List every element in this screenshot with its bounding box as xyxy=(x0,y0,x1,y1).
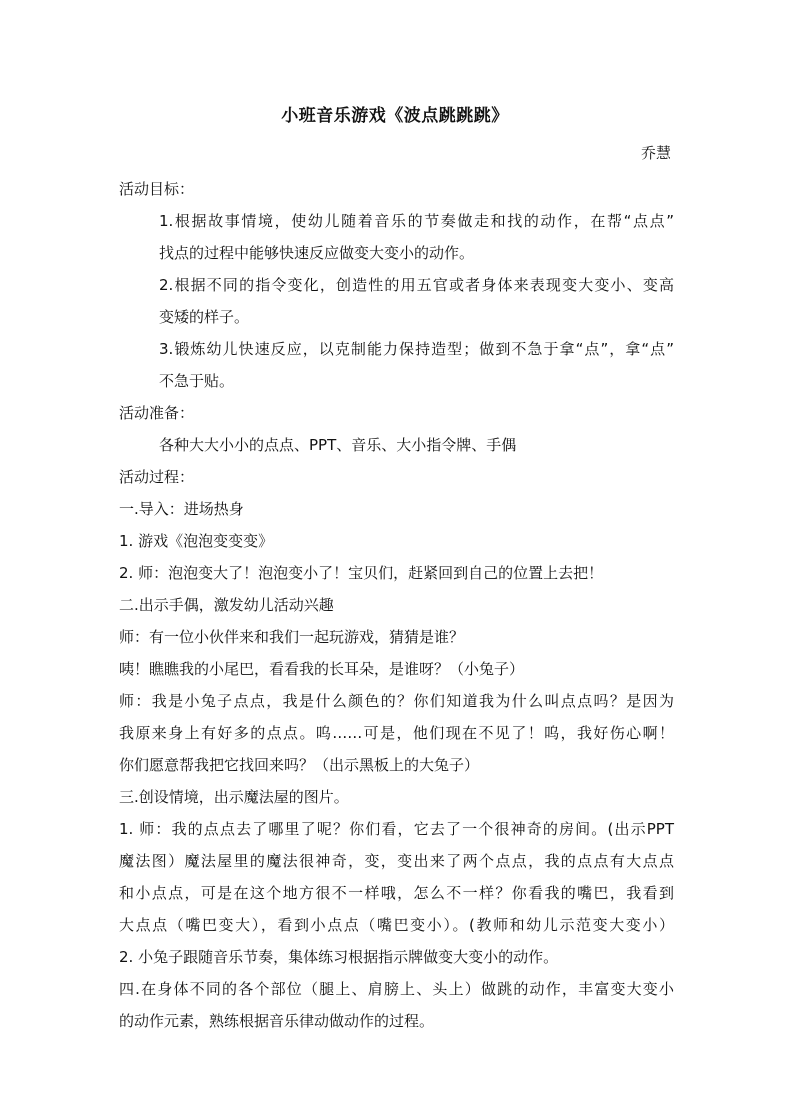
step-4-heading-line-2: 的动作元素，熟练根据音乐律动做动作的过程。 xyxy=(119,1012,435,1030)
step-3-item-1-line-2: 魔法图）魔法屋里的魔法很神奇，变，变出来了两个点点，我的点点有大点点 xyxy=(119,852,674,870)
goal-3-line-1: 3.锻炼幼儿快速反应，以克制能力保持造型；做到不急于拿“点”，拿“点” xyxy=(159,340,674,358)
step-1-item-2: 2. 师：泡泡变大了！泡泡变小了！宝贝们，赶紧回到自己的位置上去把！ xyxy=(119,564,604,582)
step-2-heading: 二.出示手偶，激发幼儿活动兴趣 xyxy=(119,596,334,614)
step-3-item-2: 2. 小兔子跟随音乐节奏，集体练习根据指示牌做变大变小的动作。 xyxy=(119,948,559,966)
step-2-dialogue-3-line-2: 我原来身上有好多的点点。呜……可是，他们现在不见了！呜，我好伤心啊！ xyxy=(119,724,674,742)
document-title: 小班音乐游戏《波点跳跳跳》 xyxy=(281,106,509,126)
step-3-item-1-line-1: 1. 师：我的点点去了哪里了呢？你们看，它去了一个很神奇的房间。(出示PPT xyxy=(119,820,674,838)
goal-1-line-1: 1.根据故事情境，使幼儿随着音乐的节奏做走和找的动作，在帮“点点” xyxy=(159,212,674,230)
step-3-item-1-line-4: 大点点（嘴巴变大），看到小点点（嘴巴变小）。(教师和幼儿示范变大变小） xyxy=(119,916,674,934)
goal-3-line-2: 不急于贴。 xyxy=(159,372,235,390)
step-2-dialogue-3-line-3: 你们愿意帮我把它找回来吗？（出示黑板上的大兔子） xyxy=(119,756,480,774)
goal-2-line-2: 变矮的样子。 xyxy=(159,308,250,326)
step-1-item-1: 1. 游戏《泡泡变变变》 xyxy=(119,532,274,550)
author-name: 乔慧 xyxy=(640,144,671,162)
step-3-item-1-line-3: 和小点点，可是在这个地方很不一样哦，怎么不一样？你看我的嘴巴，我看到 xyxy=(119,884,674,902)
section-heading-goals: 活动目标： xyxy=(119,180,195,198)
step-3-heading: 三.创设情境，出示魔法屋的图片。 xyxy=(119,788,349,806)
document-body xyxy=(119,173,674,1037)
goal-2-line-1: 2.根据不同的指令变化，创造性的用五官或者身体来表现变大变小、变高 xyxy=(159,276,674,294)
preparation-materials: 各种大大小小的点点、PPT、音乐、大小指令牌、手偶 xyxy=(159,436,517,454)
step-2-dialogue-2: 咦！瞧瞧我的小尾巴，看看我的长耳朵，是谁呀？（小兔子） xyxy=(119,660,525,678)
goal-1-line-2: 找点的过程中能够快速反应做变大变小的动作。 xyxy=(159,244,475,262)
section-heading-preparation: 活动准备： xyxy=(119,404,195,422)
step-4-heading-line-1: 四.在身体不同的各个部位（腿上、肩膀上、头上）做跳的动作，丰富变大变小 xyxy=(119,980,674,998)
step-2-dialogue-3-line-1: 师：我是小兔子点点，我是什么颜色的？你们知道我为什么叫点点吗？是因为 xyxy=(119,692,674,710)
step-1-heading: 一.导入：进场热身 xyxy=(119,500,244,518)
section-heading-process: 活动过程： xyxy=(119,468,195,486)
step-2-dialogue-1: 师：有一位小伙伴来和我们一起玩游戏，猜猜是谁？ xyxy=(119,628,465,646)
